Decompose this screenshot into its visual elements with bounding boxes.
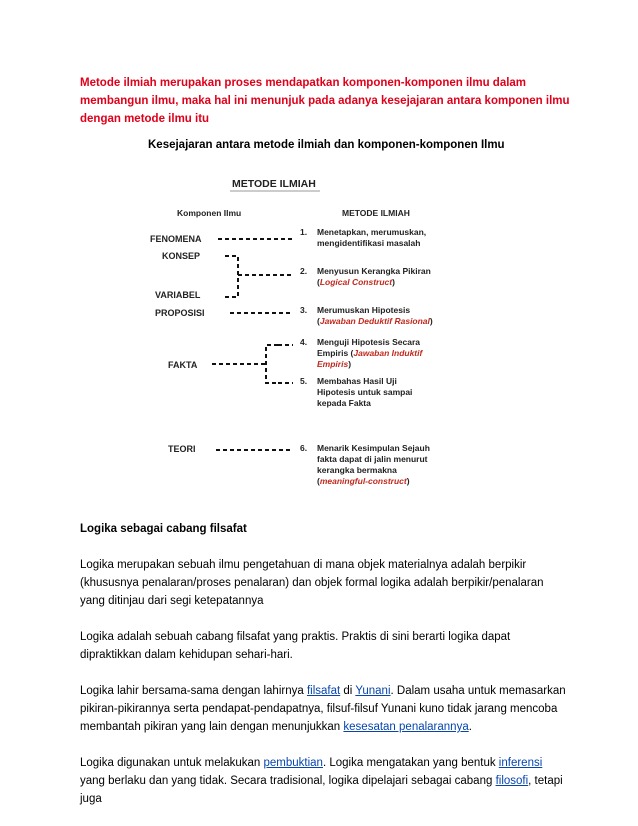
step-2 — [300, 266, 431, 287]
left-header: Komponen Ilmu — [177, 208, 242, 218]
svg-text:(meaningful-construct): (meaningful-construct) — [317, 476, 410, 486]
connector-fakta-bracket — [266, 345, 278, 383]
diagram-caption: Kesejajaran antara metode ilmiah dan komponen-komponen Ilmu — [148, 139, 505, 151]
component-variabel: VARIABEL — [155, 290, 201, 300]
metode-ilmiah-diagram — [150, 170, 470, 510]
svg-text:Hipotesis untuk sampai: Hipotesis untuk sampai — [317, 387, 413, 397]
svg-text:fakta dapat di jalin menurut: fakta dapat di jalin menurut — [317, 454, 428, 464]
svg-text:1.: 1. — [300, 227, 308, 237]
link-yunani[interactable]: Yunani — [355, 685, 391, 697]
component-konsep: KONSEP — [162, 251, 201, 261]
link-filosofi[interactable]: filosofi — [495, 775, 529, 787]
link-filsafat[interactable]: filsafat — [306, 685, 341, 697]
paragraph-3: Logika lahir bersama-sama dengan lahirnya filsafat di Yunani. Dalam usaha untuk memasarkan pikiran-pikirannya serta pendapat-pendapatnya, filsuf-filsuf Yunani kuno tidak jarang mencoba membantah pikiran yang lain dengan menunjukkan kesesatan penalarannya. — [80, 685, 566, 733]
section-title: Logika sebagai cabang filsafat — [80, 523, 247, 535]
link-kesesatan-penalaran[interactable]: kesesatan penalarannya — [343, 721, 469, 733]
component-proposisi: PROPOSISI — [155, 308, 205, 318]
svg-text:Membahas Hasil Uji: Membahas Hasil Uji — [317, 376, 397, 386]
step-1 — [300, 227, 426, 248]
svg-text:Empiris (Jawaban Induktif: Empiris (Jawaban Induktif — [317, 348, 423, 358]
svg-text:Menguji Hipotesis Secara: Menguji Hipotesis Secara — [317, 337, 420, 347]
svg-text:4.: 4. — [300, 337, 308, 347]
svg-text:(Logical Construct): (Logical Construct) — [317, 277, 395, 287]
paragraph-2: Logika adalah sebuah cabang filsafat yang praktis. Praktis di sini berarti logika dapat dipraktikkan dalam kehidupan sehari-hari. — [80, 631, 511, 661]
svg-text:Menarik Kesimpulan Sejauh: Menarik Kesimpulan Sejauh — [317, 443, 430, 453]
step-6 — [300, 443, 430, 486]
paragraph-1: Logika merupakan sebuah ilmu pengetahuan di mana objek materialnya adalah berpikir (khususnya penalaran/proses penalaran) dan objek formal logika adalah berpikir/penalaran yang ditinjau dari segi ketepatannya — [80, 559, 544, 607]
svg-text:Menetapkan, merumuskan,: Menetapkan, merumuskan, — [317, 227, 427, 237]
component-fenomena: FENOMENA — [150, 234, 202, 244]
step-4 — [300, 337, 423, 369]
svg-text:Empiris): Empiris) — [317, 359, 352, 369]
svg-text:kerangka bermakna: kerangka bermakna — [317, 465, 397, 475]
intro-paragraph: Metode ilmiah merupakan proses mendapatkan komponen-komponen ilmu dalam membangun ilmu, maka hal ini menunjuk pada adanya kesejajaran antara komponen ilmu dengan metode ilmu itu — [80, 77, 570, 125]
right-header: METODE ILMIAH — [342, 208, 410, 218]
svg-text:6.: 6. — [300, 443, 308, 453]
component-fakta: FAKTA — [168, 360, 198, 370]
diagram-title: METODE ILMIAH — [232, 178, 316, 190]
link-pembuktian[interactable]: pembuktian — [263, 757, 323, 769]
component-teori: TEORI — [168, 444, 196, 454]
svg-text:2.: 2. — [300, 266, 308, 276]
svg-text:3.: 3. — [300, 305, 308, 315]
link-inferensi[interactable]: inferensi — [498, 757, 543, 769]
paragraph-4: Logika digunakan untuk melakukan pembuktian. Logika mengatakan yang bentuk inferensi yang berlaku dan yang tidak. Secara tradisional, logika dipelajari sebagai cabang filosofi, tetapi juga — [80, 757, 563, 805]
step-3 — [300, 305, 433, 326]
step-5 — [300, 376, 412, 408]
svg-text:5.: 5. — [300, 376, 308, 386]
svg-text:kepada Fakta: kepada Fakta — [317, 398, 371, 408]
article-body — [80, 520, 570, 826]
svg-text:mengidentifikasi masalah: mengidentifikasi masalah — [317, 238, 421, 248]
svg-text:Menyusun Kerangka Pikiran: Menyusun Kerangka Pikiran — [317, 266, 431, 276]
svg-text:(Jawaban Deduktif Rasional): (Jawaban Deduktif Rasional) — [317, 316, 433, 326]
svg-text:Merumuskan Hipotesis: Merumuskan Hipotesis — [317, 305, 411, 315]
connector-konsep-variabel — [225, 256, 238, 297]
